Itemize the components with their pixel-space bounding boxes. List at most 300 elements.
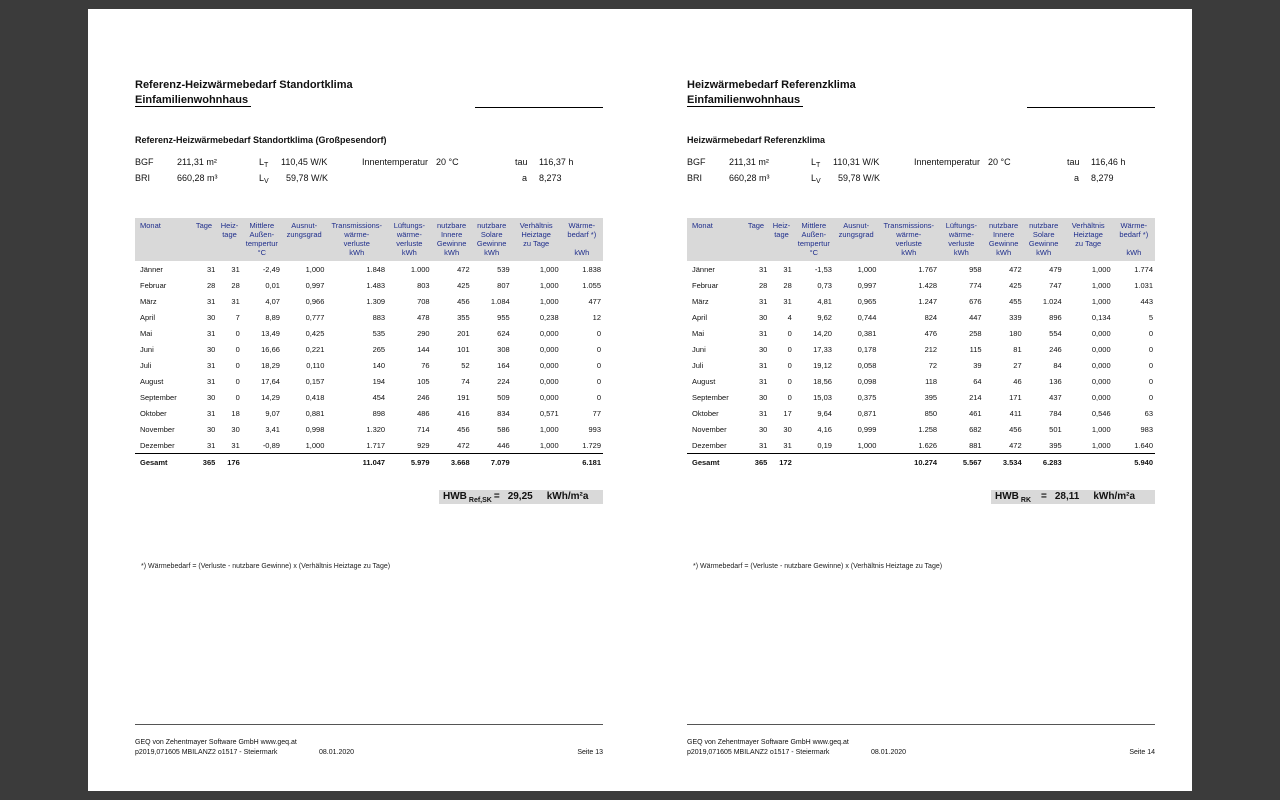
table-cell: Oktober xyxy=(692,408,719,418)
table-cell: 476 xyxy=(924,328,938,338)
table-cell: 983 xyxy=(1140,424,1153,434)
table-cell: 0 xyxy=(1148,392,1153,402)
footer-rule xyxy=(135,724,603,725)
table-cell: 0,000 xyxy=(1091,376,1111,386)
table-cell: 31 xyxy=(783,296,792,306)
table-cell: 456 xyxy=(457,424,470,434)
table-cell: 676 xyxy=(969,296,982,306)
table-cell: 339 xyxy=(1009,312,1022,322)
table-cell: 246 xyxy=(417,392,430,402)
table-cell: 395 xyxy=(1049,440,1062,450)
table-cell: 17,33 xyxy=(813,344,832,354)
column-header xyxy=(834,218,878,261)
lv-label xyxy=(259,173,269,187)
table-cell: 1.483 xyxy=(366,280,386,290)
table-cell: Dezember xyxy=(692,440,727,450)
total-cell xyxy=(834,454,878,471)
table-header-row xyxy=(687,218,1155,261)
table-cell: 834 xyxy=(497,408,510,418)
column-header-line: Heiztage xyxy=(1073,230,1103,239)
table-cell: 0,000 xyxy=(1091,360,1111,370)
column-header-line xyxy=(1115,239,1153,248)
table-cell: 9,64 xyxy=(817,408,832,418)
table-row xyxy=(687,309,1155,325)
table-cell: 77 xyxy=(592,408,601,418)
total-cell: 7.079 xyxy=(472,454,512,471)
table-cell: 76 xyxy=(421,360,430,370)
table-row xyxy=(687,357,1155,373)
table-cell: 39 xyxy=(973,360,982,370)
column-header-line: Gewinne xyxy=(476,239,507,248)
table-cell: 14,20 xyxy=(813,328,832,338)
table-row xyxy=(687,325,1155,341)
table-cell: 0 xyxy=(787,360,792,370)
table-cell: März xyxy=(140,296,157,306)
table-cell: 31 xyxy=(206,408,216,418)
table-cell: 1,000 xyxy=(1091,440,1111,450)
column-header-line: Wärme- xyxy=(1120,221,1148,230)
table-cell: 136 xyxy=(1049,376,1062,386)
hwb-subscript: RK xyxy=(1020,497,1032,504)
table-cell: 1.247 xyxy=(918,296,938,306)
column-header-line: Wärme- xyxy=(568,221,596,230)
page-subtitle: Einfamilienwohnhaus xyxy=(687,94,801,106)
table-cell: 31 xyxy=(206,296,216,306)
header-rule xyxy=(1027,107,1155,108)
table-cell: 883 xyxy=(372,312,386,322)
footer-project: p2019,071605 MBILANZ2 o1517 - Steiermark xyxy=(687,749,830,756)
total-cell: Gesamt xyxy=(687,454,743,471)
table-cell: 31 xyxy=(206,264,216,274)
table-cell: 224 xyxy=(497,376,510,386)
table-cell: 1.000 xyxy=(410,264,430,274)
table-cell: September xyxy=(692,392,729,402)
column-header-line: Solare xyxy=(480,230,503,239)
table-cell: 411 xyxy=(1009,408,1022,418)
bri-label: BRI xyxy=(135,173,151,183)
table-cell: 31 xyxy=(758,296,768,306)
table-cell: 4,81 xyxy=(817,296,832,306)
table-cell: 0,997 xyxy=(857,280,877,290)
table-cell: 714 xyxy=(417,424,430,434)
table-cell: 31 xyxy=(758,264,768,274)
page-subtitle: Einfamilienwohnhaus xyxy=(135,94,249,106)
table-cell: 395 xyxy=(924,392,938,402)
column-header-line: kWh xyxy=(953,248,969,257)
column-header xyxy=(432,218,472,261)
table-cell: 0 xyxy=(787,392,792,402)
table-cell: 12 xyxy=(592,312,601,322)
table-cell: 0,000 xyxy=(1091,344,1111,354)
table-row xyxy=(135,309,603,325)
table-cell: 171 xyxy=(1009,392,1022,402)
table-cell: 1.055 xyxy=(582,280,601,290)
table-cell: 1,000 xyxy=(1091,264,1111,274)
hwb-value: 28,11 xyxy=(1054,491,1080,502)
table-cell: 72 xyxy=(928,360,938,370)
table-cell: 898 xyxy=(372,408,386,418)
table-row xyxy=(687,277,1155,293)
column-header xyxy=(1064,218,1113,261)
table-cell: 13,49 xyxy=(261,328,280,338)
table-cell: 586 xyxy=(497,424,510,434)
total-cell: 5.940 xyxy=(1113,454,1155,471)
table-row xyxy=(135,405,603,421)
lt-value: 110,45 W/K xyxy=(281,157,328,167)
table-cell: 28 xyxy=(783,280,792,290)
column-header-line: zungsgrad xyxy=(286,230,322,239)
table-cell: 18 xyxy=(231,408,240,418)
table-row xyxy=(135,389,603,405)
column-header-line: tage xyxy=(774,230,789,239)
lv-symbol: L xyxy=(259,173,265,183)
table-cell: 456 xyxy=(457,296,470,306)
column-header-line: zu Tage xyxy=(523,239,550,248)
table-cell: 0,965 xyxy=(857,296,877,306)
table-cell: Juni xyxy=(140,344,154,354)
table-row xyxy=(687,389,1155,405)
bri-label: BRI xyxy=(687,173,703,183)
total-cell: 10.274 xyxy=(878,454,939,471)
table-cell: 479 xyxy=(1049,264,1062,274)
column-header xyxy=(472,218,512,261)
table-cell: 0,997 xyxy=(305,280,325,290)
tau-label: tau xyxy=(515,157,528,167)
table-cell: April xyxy=(140,312,156,322)
table-cell: 0,238 xyxy=(539,312,559,322)
subtitle-underline xyxy=(687,106,803,107)
table-cell: 9,07 xyxy=(265,408,280,418)
table-cell: 0 xyxy=(787,328,792,338)
table-cell: 30 xyxy=(231,424,240,434)
table-cell: 1,000 xyxy=(539,264,559,274)
table-cell: 472 xyxy=(1009,264,1022,274)
column-header-line: Mittlere xyxy=(801,221,827,230)
table-cell: 355 xyxy=(457,312,470,322)
table-cell: 3,41 xyxy=(265,424,280,434)
column-header xyxy=(687,218,743,261)
table-cell: 0,058 xyxy=(857,360,877,370)
table-cell: 0,381 xyxy=(857,328,877,338)
table-cell: 747 xyxy=(1049,280,1062,290)
total-cell: 6.181 xyxy=(561,454,603,471)
column-header-line: bedarf *) xyxy=(567,230,597,239)
lv-label xyxy=(811,173,821,187)
table-cell: 31 xyxy=(758,328,768,338)
column-header-line: kWh xyxy=(574,248,590,257)
table-cell: 1,000 xyxy=(305,264,325,274)
table-cell: 31 xyxy=(231,296,240,306)
column-header-line: Monat xyxy=(692,221,713,230)
table-cell: 31 xyxy=(206,440,216,450)
table-cell: 0,375 xyxy=(857,392,877,402)
column-header-line: kWh xyxy=(1126,248,1142,257)
column-header-line: wärme- xyxy=(396,230,422,239)
table-cell: 0 xyxy=(235,392,240,402)
total-cell: 6.283 xyxy=(1024,454,1064,471)
tau-label: tau xyxy=(1067,157,1080,167)
column-header-line: bedarf *) xyxy=(1119,230,1149,239)
table-row xyxy=(135,341,603,357)
total-cell: 172 xyxy=(769,454,793,471)
table-cell: 807 xyxy=(497,280,510,290)
column-header-line: Innere xyxy=(440,230,463,239)
hwb-equals: = xyxy=(493,491,500,502)
column-header-line: Transmissions- xyxy=(883,221,935,230)
total-cell: 3.534 xyxy=(984,454,1024,471)
column-header-line: zungsgrad xyxy=(838,230,874,239)
report-page xyxy=(687,9,1155,791)
column-header-line: kWh xyxy=(444,248,460,257)
table-cell: 0,01 xyxy=(265,280,280,290)
column-header-line: tempertur xyxy=(797,239,830,248)
bri-value: 660,28 m³ xyxy=(177,173,218,183)
column-header-line xyxy=(563,239,601,248)
table-cell: 455 xyxy=(1009,296,1022,306)
table-cell: 30 xyxy=(783,424,792,434)
table-cell: 0,998 xyxy=(305,424,325,434)
table-cell: 0,000 xyxy=(1091,392,1111,402)
column-header-line: kWh xyxy=(484,248,500,257)
table-cell: Jänner xyxy=(692,264,715,274)
column-header-line: Transmissions- xyxy=(331,221,383,230)
lt-value: 110,31 W/K xyxy=(833,157,880,167)
section-title: Heizwärmebedarf Referenzklima xyxy=(687,135,826,145)
table-cell: 1.320 xyxy=(366,424,386,434)
table-row xyxy=(687,405,1155,421)
innentemp-label: Innentemperatur xyxy=(914,157,981,167)
table-cell: 955 xyxy=(497,312,510,322)
table-cell: November xyxy=(692,424,727,434)
table-cell: 461 xyxy=(969,408,982,418)
table-cell: 1.024 xyxy=(1042,296,1062,306)
table-cell: 30 xyxy=(206,392,216,402)
total-row xyxy=(135,454,603,471)
table-cell: August xyxy=(692,376,716,386)
table-cell: 0,871 xyxy=(857,408,877,418)
table-cell: 30 xyxy=(758,344,768,354)
table-cell: 265 xyxy=(372,344,386,354)
column-header-line: Lüftungs- xyxy=(393,221,425,230)
table-cell: 1,000 xyxy=(539,440,559,450)
table-cell: 443 xyxy=(1140,296,1153,306)
table-cell: 881 xyxy=(969,440,982,450)
table-row xyxy=(135,437,603,454)
column-header-line: Solare xyxy=(1032,230,1055,239)
table-cell: 31 xyxy=(758,360,768,370)
column-header-line: wärme- xyxy=(344,230,370,239)
table-cell: 0,73 xyxy=(817,280,832,290)
table-cell: 8,89 xyxy=(265,312,280,322)
table-row xyxy=(687,437,1155,454)
lt-subscript: T xyxy=(264,162,269,169)
table-row xyxy=(135,277,603,293)
footer-rule xyxy=(687,724,1155,725)
table-cell: Mai xyxy=(140,328,153,338)
table-cell: 5 xyxy=(1148,312,1153,322)
table-cell: 0,571 xyxy=(539,408,559,418)
total-cell xyxy=(242,454,282,471)
hwb-label: HWB xyxy=(995,491,1019,502)
table-cell: 27 xyxy=(1013,360,1022,370)
column-header-line: wärme- xyxy=(896,230,922,239)
table-cell: 0 xyxy=(1148,344,1153,354)
table-row xyxy=(687,341,1155,357)
table-cell: 824 xyxy=(924,312,938,322)
table-cell: 4,07 xyxy=(265,296,280,306)
table-cell: 1,000 xyxy=(539,296,559,306)
table-cell: 472 xyxy=(1009,440,1022,450)
table-cell: 1.717 xyxy=(366,440,386,450)
table-cell: 472 xyxy=(457,440,470,450)
column-header-line: zu Tage xyxy=(1075,239,1102,248)
table-cell: 0,000 xyxy=(539,328,559,338)
table-cell: 118 xyxy=(925,376,938,386)
section-title: Referenz-Heizwärmebedarf Standortklima (Großpesendorf) xyxy=(135,135,387,145)
table-row xyxy=(135,357,603,373)
total-cell: 5.567 xyxy=(939,454,983,471)
table-cell: 4,16 xyxy=(817,424,832,434)
table-cell: 454 xyxy=(372,392,386,402)
table-cell: 0 xyxy=(596,392,601,402)
bgf-value: 211,31 m² xyxy=(729,157,769,167)
table-cell: 0,134 xyxy=(1091,312,1111,322)
column-header-line: verluste xyxy=(396,239,423,248)
table-cell: 784 xyxy=(1049,408,1062,418)
table-cell: 0,966 xyxy=(305,296,325,306)
table-cell: 1,000 xyxy=(539,424,559,434)
table-row xyxy=(135,293,603,309)
column-header-line: °C xyxy=(809,248,819,257)
table-cell: 164 xyxy=(497,360,510,370)
column-header-line: Tage xyxy=(195,221,213,230)
a-value: 8,279 xyxy=(1091,173,1114,183)
table-row xyxy=(135,421,603,437)
table-cell: 0,000 xyxy=(1091,328,1111,338)
table-cell: 31 xyxy=(783,440,792,450)
table-cell: 0 xyxy=(1148,376,1153,386)
monthly-table xyxy=(687,218,1155,470)
column-header-line: nutzbare xyxy=(477,221,507,230)
hwb-unit: kWh/m²a xyxy=(546,491,589,502)
tau-value: 116,46 h xyxy=(1091,157,1126,167)
table-cell: 708 xyxy=(417,296,430,306)
column-header xyxy=(743,218,770,261)
column-header-line: Ausnut- xyxy=(291,221,318,230)
column-header-line: Innere xyxy=(992,230,1015,239)
table-row xyxy=(687,421,1155,437)
table-cell: Juni xyxy=(692,344,706,354)
table-cell: 1,000 xyxy=(305,440,325,450)
page-number: Seite 14 xyxy=(1129,749,1155,756)
column-header xyxy=(282,218,326,261)
table-cell: 0 xyxy=(1148,328,1153,338)
table-cell: 501 xyxy=(1049,424,1062,434)
hwb-result xyxy=(439,490,603,504)
table-cell: Februar xyxy=(140,280,167,290)
table-cell: 30 xyxy=(758,312,768,322)
footer-project: p2019,071605 MBILANZ2 o1517 - Steiermark xyxy=(135,749,278,756)
column-header-line: Mittlere xyxy=(249,221,275,230)
column-header-line: kWh xyxy=(1036,248,1052,257)
table-cell: 850 xyxy=(924,408,938,418)
bri-value: 660,28 m³ xyxy=(729,173,770,183)
column-header-line: Heiz- xyxy=(220,221,239,230)
table-cell: 539 xyxy=(497,264,510,274)
table-cell: 31 xyxy=(758,440,768,450)
table-cell: 31 xyxy=(758,408,768,418)
table-cell: Mai xyxy=(692,328,705,338)
column-header-line: Außen- xyxy=(249,230,275,239)
lv-subscript: V xyxy=(816,178,821,185)
column-header-line: Heiz- xyxy=(772,221,791,230)
table-cell: August xyxy=(140,376,164,386)
table-cell: 258 xyxy=(969,328,982,338)
table-cell: -2,49 xyxy=(262,264,280,274)
table-cell: 425 xyxy=(457,280,470,290)
total-cell xyxy=(794,454,834,471)
table-cell: 0 xyxy=(596,328,601,338)
column-header-line: kWh xyxy=(901,248,917,257)
table-cell: 246 xyxy=(1049,344,1062,354)
table-cell: Februar xyxy=(692,280,719,290)
table-cell: 896 xyxy=(1049,312,1062,322)
column-header-line: wärme- xyxy=(948,230,974,239)
tau-value: 116,37 h xyxy=(539,157,574,167)
table-cell: 929 xyxy=(417,440,430,450)
innentemp-label: Innentemperatur xyxy=(362,157,429,167)
column-header xyxy=(387,218,431,261)
table-cell: 774 xyxy=(969,280,982,290)
hwb-value: 29,25 xyxy=(507,491,533,502)
column-header-line: Heiztage xyxy=(521,230,551,239)
lv-subscript: V xyxy=(264,178,269,185)
table-cell: 31 xyxy=(758,376,768,386)
table-cell: 0,110 xyxy=(306,360,325,370)
column-header xyxy=(561,218,603,261)
table-cell: 0,000 xyxy=(539,376,559,386)
bgf-label: BGF xyxy=(687,157,706,167)
table-cell: -1,53 xyxy=(814,264,832,274)
table-cell: 1.309 xyxy=(366,296,386,306)
table-cell: 486 xyxy=(417,408,430,418)
table-cell: 144 xyxy=(417,344,430,354)
table-cell: 7 xyxy=(235,312,240,322)
total-cell: 365 xyxy=(743,454,770,471)
table-cell: 308 xyxy=(497,344,510,354)
footnote: *) Wärmebedarf = (Verluste - nutzbare Gewinne) x (Verhältnis Heiztage zu Tage) xyxy=(141,563,391,570)
column-header-line: Gewinne xyxy=(436,239,467,248)
table-cell: Juli xyxy=(692,360,704,370)
table-cell: 212 xyxy=(924,344,938,354)
column-header-line: verluste xyxy=(948,239,975,248)
table-cell: 1,000 xyxy=(1091,424,1111,434)
table-cell: 84 xyxy=(1053,360,1062,370)
table-cell: 1,000 xyxy=(539,280,559,290)
table-row xyxy=(687,261,1155,277)
table-cell: 1.084 xyxy=(490,296,510,306)
table-cell: 15,03 xyxy=(813,392,832,402)
table-cell: 9,62 xyxy=(817,312,832,322)
total-cell: 176 xyxy=(217,454,241,471)
table-cell: 472 xyxy=(457,264,470,274)
lv-symbol: L xyxy=(811,173,817,183)
bgf-label: BGF xyxy=(135,157,154,167)
column-header xyxy=(135,218,191,261)
table-cell: 0 xyxy=(596,360,601,370)
table-cell: 624 xyxy=(497,328,510,338)
column-header-line: Lüftungs- xyxy=(945,221,977,230)
